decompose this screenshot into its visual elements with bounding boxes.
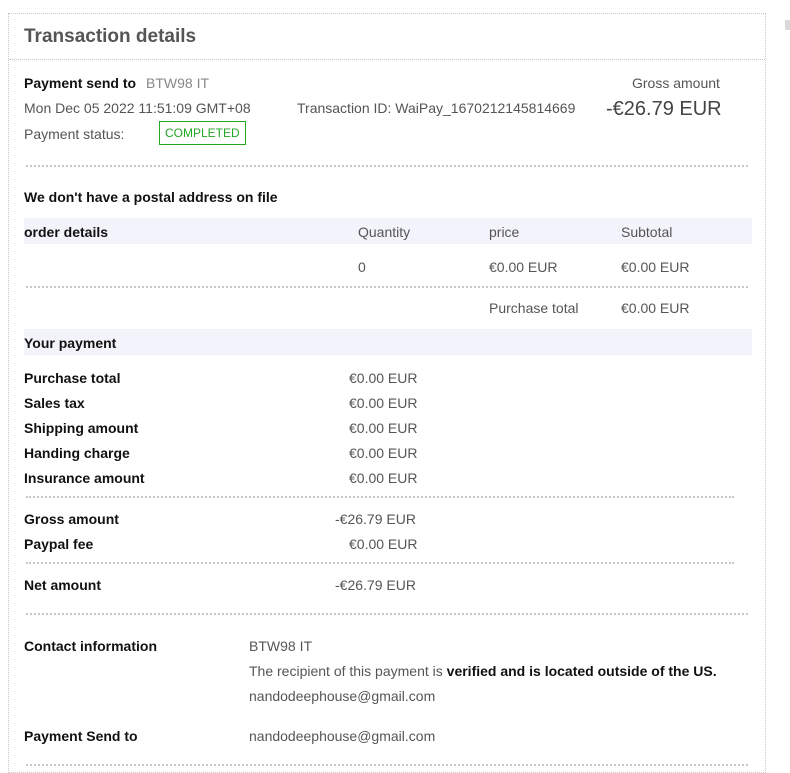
payment-item-label: Shipping amount bbox=[24, 420, 139, 436]
order-row-quantity: 0 bbox=[358, 259, 366, 275]
contact-note bbox=[249, 663, 717, 679]
net-amount-value: -€26.79 EUR bbox=[335, 577, 416, 593]
contact-email: nandodeephouse@gmail.com bbox=[249, 688, 436, 704]
status-badge: COMPLETED bbox=[159, 121, 246, 145]
payment-send-to-email: nandodeephouse@gmail.com bbox=[249, 728, 436, 744]
divider bbox=[26, 613, 748, 615]
payment-item-label: Insurance amount bbox=[24, 470, 145, 486]
paypal-fee-value: €0.00 EUR bbox=[349, 536, 418, 552]
payment-item-label: Purchase total bbox=[24, 370, 121, 386]
payment-item-value: €0.00 EUR bbox=[349, 420, 418, 436]
payment-item-value: €0.00 EUR bbox=[349, 395, 418, 411]
transaction-id: Transaction ID: WaiPay_1670212145814669 bbox=[297, 100, 576, 116]
contact-name: BTW98 IT bbox=[249, 638, 313, 654]
order-col-quantity: Quantity bbox=[358, 224, 411, 240]
page-title: Transaction details bbox=[24, 26, 197, 47]
gross-amount-value: -€26.79 EUR bbox=[606, 98, 722, 120]
order-col-details: order details bbox=[24, 224, 109, 240]
gross-amount-row-label: Gross amount bbox=[24, 511, 119, 527]
order-row-subtotal: €0.00 EUR bbox=[621, 259, 690, 275]
contact-note-verified: verified and is located outside of the US. bbox=[446, 663, 717, 679]
panel-header bbox=[9, 14, 765, 60]
payee-name: BTW98 IT bbox=[146, 75, 210, 91]
purchase-total-value: €0.00 EUR bbox=[621, 300, 690, 316]
contact-info-label: Contact information bbox=[24, 638, 157, 654]
order-row-price: €0.00 EUR bbox=[489, 259, 558, 275]
gross-amount-label: Gross amount bbox=[632, 75, 720, 91]
payment-item-value: €0.00 EUR bbox=[349, 370, 418, 386]
order-col-subtotal: Subtotal bbox=[621, 224, 673, 240]
contact-note-prefix: The recipient of this payment is bbox=[249, 663, 447, 679]
payment-item-value: €0.00 EUR bbox=[349, 445, 418, 461]
payment-section-header bbox=[24, 329, 752, 355]
gross-amount-row-value: -€26.79 EUR bbox=[335, 511, 416, 527]
payment-send-to-footer-label: Payment Send to bbox=[24, 728, 138, 744]
address-note: We don't have a postal address on file bbox=[24, 189, 278, 205]
payment-item-label: Sales tax bbox=[24, 395, 85, 411]
transaction-datetime: Mon Dec 05 2022 11:51:09 GMT+08 bbox=[24, 100, 251, 116]
order-col-price: price bbox=[489, 224, 520, 240]
net-amount-label: Net amount bbox=[24, 577, 101, 593]
transaction-details-panel bbox=[8, 13, 766, 773]
payment-section-title: Your payment bbox=[24, 335, 117, 351]
paypal-fee-label: Paypal fee bbox=[24, 536, 94, 552]
purchase-total-label: Purchase total bbox=[489, 300, 579, 316]
payment-item-label: Handing charge bbox=[24, 445, 130, 461]
scrollbar-thumb[interactable] bbox=[785, 20, 790, 30]
payment-status-label: Payment status: bbox=[24, 126, 125, 142]
payment-send-to-label: Payment send to bbox=[24, 75, 137, 91]
divider bbox=[26, 165, 748, 167]
divider bbox=[26, 562, 734, 564]
divider bbox=[26, 286, 748, 288]
payment-item-value: €0.00 EUR bbox=[349, 470, 418, 486]
divider bbox=[26, 496, 734, 498]
